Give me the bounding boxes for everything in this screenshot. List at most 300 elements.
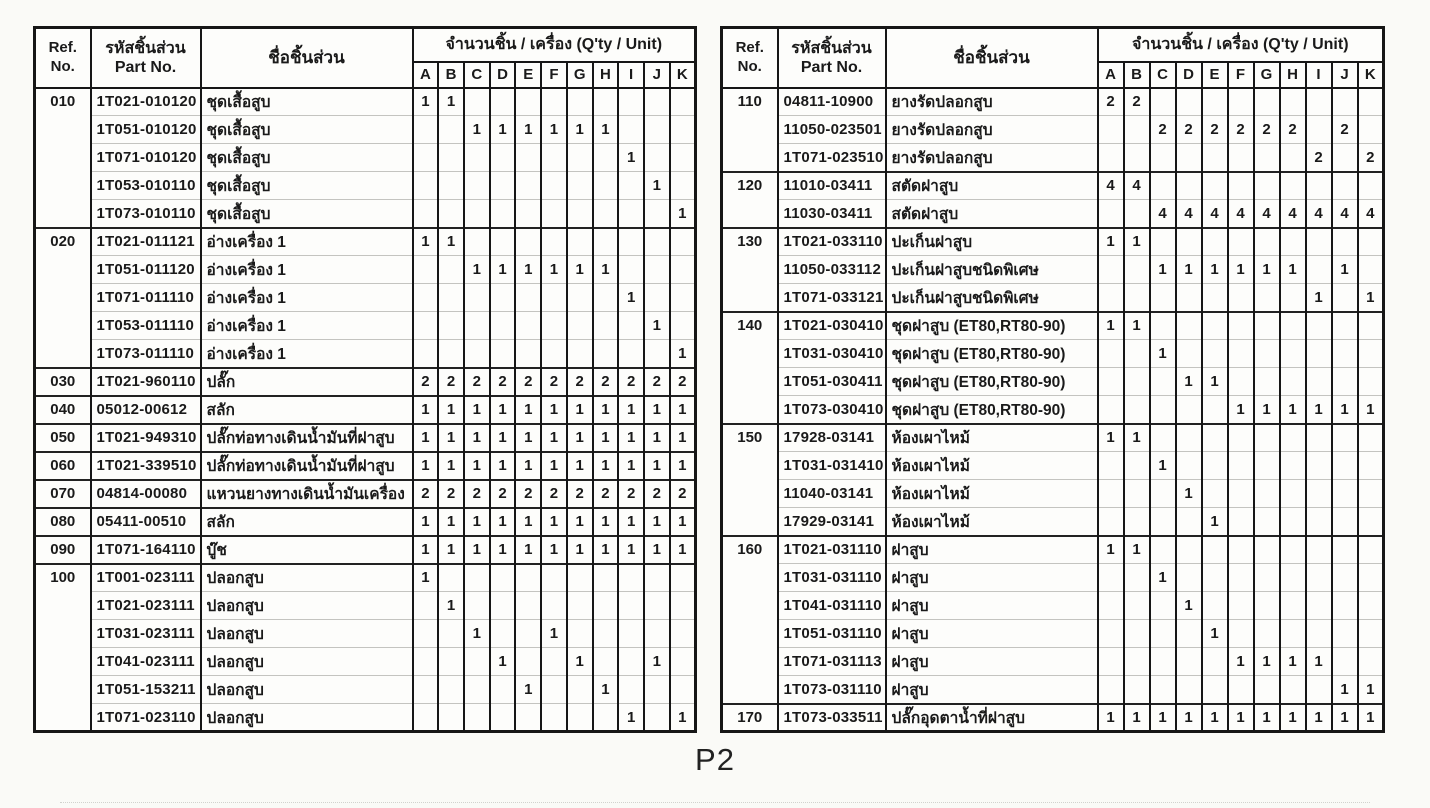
qty-cell [1176,508,1202,536]
qty-cell: 1 [438,228,464,256]
qty-cell: 2 [567,368,593,396]
qty-cell: 1 [593,116,619,144]
right-table-header [722,28,1384,88]
qty-cell [567,144,593,172]
table-row [35,424,696,452]
part-name-cell: แหวนยางทางเดินน้ำมันเครื่อง [201,480,413,508]
qty-cell [1280,676,1306,704]
qty-cell: 2 [438,480,464,508]
ref-no-cell: 080 [35,508,91,536]
ref-no-header [35,28,91,88]
qty-cell [567,284,593,312]
qty-cell [1228,284,1254,312]
qty-cell [1332,508,1358,536]
qty-cell [464,676,490,704]
qty-cell [1306,340,1332,368]
qty-cell [541,88,567,116]
qty-cell [1176,452,1202,480]
qty-cell [464,312,490,340]
qty-cell [1176,340,1202,368]
qty-cell: 1 [413,508,439,536]
qty-cell [618,564,644,592]
qty-cell [1228,228,1254,256]
qty-cell: 2 [515,480,541,508]
ref-no-cell [722,480,778,508]
ref-no-cell [722,452,778,480]
qty-cell [490,200,516,228]
qty-cell [1358,592,1384,620]
qty-cell [644,564,670,592]
qty-cell [413,200,439,228]
qty-cell: 1 [490,424,516,452]
qty-cell: 1 [1228,396,1254,424]
qty-cell [1150,480,1176,508]
qty-cell [1280,508,1306,536]
qty-cell: 2 [413,368,439,396]
table-row [35,648,696,676]
unit-column-header: E [1202,62,1228,88]
qty-cell [1306,368,1332,396]
table-row [35,312,696,340]
part-name-cell: ปลอกสูบ [201,704,413,732]
part-name-cell: บู๊ช [201,536,413,564]
qty-cell [1202,424,1228,452]
qty-cell [490,620,516,648]
ref-no-cell: 100 [35,564,91,592]
qty-cell [593,144,619,172]
table-row [722,508,1384,536]
table-row [35,200,696,228]
qty-cell: 1 [1332,704,1358,732]
qty-cell: 1 [1176,704,1202,732]
qty-cell [464,88,490,116]
qty-cell [670,312,696,340]
qty-cell [1332,648,1358,676]
qty-cell [1202,312,1228,340]
qty-cell: 1 [1228,704,1254,732]
qty-cell: 1 [1202,508,1228,536]
qty-cell [1332,368,1358,396]
qty-cell: 1 [593,396,619,424]
qty-cell: 1 [541,396,567,424]
qty-cell [541,704,567,732]
unit-column-header: H [593,62,619,88]
part-name-cell: ปลอกสูบ [201,592,413,620]
table-row [722,452,1384,480]
qty-cell [1124,452,1150,480]
qty-cell: 1 [1202,368,1228,396]
ref-header-line2: No. [50,57,75,75]
qty-cell [1150,536,1176,564]
ref-no-cell: 040 [35,396,91,424]
qty-cell [1358,648,1384,676]
qty-cell [670,284,696,312]
part-no-cell: 1T073-011110 [91,340,201,368]
qty-cell: 2 [1124,88,1150,116]
qty-cell [1124,676,1150,704]
part-name-cell: ชุดฝาสูบ (ET80,RT80-90) [886,340,1098,368]
ref-no-cell: 070 [35,480,91,508]
qty-cell [1124,284,1150,312]
table-row [35,228,696,256]
qty-cell [1176,284,1202,312]
ref-no-cell [35,340,91,368]
left-table-header [35,28,696,88]
table-row [722,368,1384,396]
qty-cell [567,200,593,228]
qty-cell: 1 [490,256,516,284]
qty-cell [1358,256,1384,284]
qty-cell [1202,452,1228,480]
qty-cell [1150,592,1176,620]
table-row [722,676,1384,704]
qty-cell [1150,396,1176,424]
qty-cell: 1 [413,424,439,452]
part-no-cell: 1T051-030411 [778,368,886,396]
qty-cell [1150,172,1176,200]
qty-cell [1150,284,1176,312]
table-row [722,396,1384,424]
qty-cell: 1 [644,312,670,340]
part-no-cell: 1T031-031410 [778,452,886,480]
ref-no-cell: 130 [722,228,778,256]
table-row [35,676,696,704]
qty-cell [1228,312,1254,340]
qty-cell [438,256,464,284]
qty-cell [670,256,696,284]
part-name-cell: ชุดเสื้อสูบ [201,172,413,200]
qty-cell: 2 [1228,116,1254,144]
qty-cell [490,312,516,340]
ref-header-line1: Ref. [735,39,764,56]
qty-cell [515,648,541,676]
ref-no-cell: 160 [722,536,778,564]
ref-no-cell [722,564,778,592]
qty-cell [1306,592,1332,620]
qty-cell: 1 [1124,228,1150,256]
qty-cell [644,340,670,368]
qty-cell: 1 [644,648,670,676]
qty-cell [1254,340,1280,368]
qty-cell [1280,88,1306,116]
qty-cell [1228,424,1254,452]
qty-cell: 2 [1176,116,1202,144]
qty-cell [644,256,670,284]
qty-cell [515,340,541,368]
qty-cell [644,228,670,256]
part-name-cell: ชุดฝาสูบ (ET80,RT80-90) [886,312,1098,340]
table-row [35,592,696,620]
unit-column-header: F [541,62,567,88]
qty-cell: 1 [438,592,464,620]
qty-cell: 1 [515,676,541,704]
qty-cell [1254,172,1280,200]
qty-cell [1124,508,1150,536]
qty-cell [1202,480,1228,508]
qty-cell: 1 [1098,312,1124,340]
ref-no-cell [35,592,91,620]
qty-cell [1228,620,1254,648]
qty-cell [1358,564,1384,592]
qty-cell [1228,536,1254,564]
qty-cell: 1 [670,200,696,228]
part-header-line2: Part No. [800,58,863,76]
qty-cell [1176,312,1202,340]
table-row [35,172,696,200]
part-no-cell: 1T021-030410 [778,312,886,340]
qty-cell [1332,536,1358,564]
qty-cell: 1 [567,648,593,676]
qty-cell: 1 [1150,564,1176,592]
ref-no-cell [35,620,91,648]
part-name-cell: ปลั๊กท่อทางเดินน้ำมันที่ฝาสูบ [201,424,413,452]
qty-cell: 1 [1254,256,1280,284]
qty-cell: 1 [618,396,644,424]
qty-cell: 1 [618,424,644,452]
ref-no-cell [35,312,91,340]
part-no-cell: 1T071-164110 [91,536,201,564]
qty-cell [490,704,516,732]
qty-cell: 1 [1280,256,1306,284]
qty-cell: 2 [541,368,567,396]
qty-cell [1176,536,1202,564]
qty-cell: 1 [1280,648,1306,676]
qty-cell: 1 [1254,396,1280,424]
page-number: P2 [695,742,735,777]
qty-cell [1358,452,1384,480]
qty-cell: 1 [413,88,439,116]
qty-cell [438,116,464,144]
qty-cell: 1 [670,396,696,424]
qty-cell [541,284,567,312]
qty-cell: 1 [490,536,516,564]
qty-cell [1280,228,1306,256]
part-name-cell: ยางรัดปลอกสูบ [886,116,1098,144]
qty-cell [1280,144,1306,172]
part-header-line1: รหัสชิ้นส่วน [791,39,872,57]
unit-column-header: K [670,62,696,88]
qty-cell: 1 [618,144,644,172]
ref-no-cell [722,340,778,368]
part-no-cell: 1T053-010110 [91,172,201,200]
qty-cell [1332,620,1358,648]
qty-cell [541,228,567,256]
qty-cell [1176,424,1202,452]
ref-no-cell [35,144,91,172]
qty-cell [1280,312,1306,340]
ref-no-cell [35,200,91,228]
qty-cell [1306,228,1332,256]
ref-no-cell [722,396,778,424]
qty-cell: 1 [1358,704,1384,732]
part-no-cell: 1T021-011121 [91,228,201,256]
ref-no-cell: 050 [35,424,91,452]
table-row [35,88,696,116]
ref-no-cell: 020 [35,228,91,256]
qty-cell: 1 [593,508,619,536]
qty-cell [490,172,516,200]
qty-cell: 2 [438,368,464,396]
qty-cell: 1 [1254,648,1280,676]
table-row [35,368,696,396]
qty-cell: 1 [490,648,516,676]
part-no-cell: 1T073-010110 [91,200,201,228]
qty-cell: 1 [464,620,490,648]
qty-cell: 1 [490,508,516,536]
qty-cell: 1 [1124,424,1150,452]
qty-cell: 1 [618,508,644,536]
qty-cell: 2 [541,480,567,508]
part-no-header [778,28,886,88]
qty-cell: 2 [1254,116,1280,144]
qty-cell: 2 [593,368,619,396]
qty-cell: 1 [1176,592,1202,620]
table-row [722,564,1384,592]
qty-cell: 1 [413,536,439,564]
qty-cell [1358,620,1384,648]
qty-cell: 1 [1228,648,1254,676]
qty-cell [593,620,619,648]
ref-no-cell [722,144,778,172]
qty-cell: 1 [593,676,619,704]
qty-cell [1176,172,1202,200]
table-row [35,256,696,284]
qty-cell [1124,340,1150,368]
qty-cell [1124,620,1150,648]
part-name-cell: ปะเก็นฝาสูบชนิดพิเศษ [886,256,1098,284]
qty-cell [1306,536,1332,564]
part-name-cell: ปลอกสูบ [201,620,413,648]
qty-cell [1358,172,1384,200]
qty-cell [413,592,439,620]
qty-cell: 1 [490,396,516,424]
qty-cell [644,116,670,144]
qty-cell [567,312,593,340]
ref-header-line1: Ref. [48,39,77,56]
qty-cell [1176,144,1202,172]
qty-cell: 1 [1098,536,1124,564]
qty-cell: 1 [567,452,593,480]
part-no-cell: 11010-03411 [778,172,886,200]
qty-cell [1306,424,1332,452]
ref-no-cell: 060 [35,452,91,480]
qty-cell [1280,452,1306,480]
qty-cell [438,340,464,368]
qty-cell: 1 [515,452,541,480]
part-name-header: ชื่อชิ้นส่วน [886,28,1098,88]
qty-cell: 1 [438,452,464,480]
right-parts-table [720,26,1385,733]
qty-cell: 1 [541,116,567,144]
qty-cell [567,620,593,648]
qty-cell [438,200,464,228]
qty-cell: 2 [464,480,490,508]
qty-cell [1098,592,1124,620]
qty-cell [438,564,464,592]
qty-cell [1358,340,1384,368]
qty-cell: 1 [541,424,567,452]
table-row [722,144,1384,172]
part-name-cell: ฝาสูบ [886,648,1098,676]
part-no-cell: 1T073-030410 [778,396,886,424]
table-row [722,256,1384,284]
qty-cell [413,620,439,648]
qty-cell [593,704,619,732]
qty-cell [670,116,696,144]
qty-cell [644,704,670,732]
qty-cell [515,228,541,256]
qty-cell: 1 [618,284,644,312]
qty-cell [567,228,593,256]
qty-cell [464,144,490,172]
qty-cell [644,200,670,228]
qty-cell: 4 [1176,200,1202,228]
qty-cell [1358,228,1384,256]
qty-cell [1332,564,1358,592]
qty-cell [618,620,644,648]
table-row [722,704,1384,732]
ref-no-cell [35,256,91,284]
part-no-cell: 1T021-033110 [778,228,886,256]
qty-cell: 1 [593,256,619,284]
part-name-cell: ห้องเผาไหม้ [886,480,1098,508]
qty-cell [1202,676,1228,704]
table-row [722,116,1384,144]
qty-cell: 1 [464,424,490,452]
qty-cell [1358,116,1384,144]
qty-cell [438,648,464,676]
qty-cell [464,200,490,228]
qty-cell [1124,648,1150,676]
part-name-cell: สตัดฝาสูบ [886,200,1098,228]
table-row [35,116,696,144]
part-name-cell: ฝาสูบ [886,676,1098,704]
qty-cell [1228,480,1254,508]
qty-cell [490,592,516,620]
qty-cell [644,676,670,704]
qty-cell [1358,536,1384,564]
qty-cell: 4 [1306,200,1332,228]
qty-cell [1306,676,1332,704]
table-row [35,620,696,648]
part-name-cell: ปลอกสูบ [201,676,413,704]
scan-artifact-line [60,802,1370,803]
qty-cell [618,676,644,704]
qty-cell [1176,676,1202,704]
qty-cell [1098,116,1124,144]
unit-column-header: A [1098,62,1124,88]
qty-cell [644,592,670,620]
qty-cell [1254,564,1280,592]
table-row [722,648,1384,676]
qty-cell [1254,424,1280,452]
part-no-cell: 1T031-030410 [778,340,886,368]
qty-cell [1254,452,1280,480]
qty-cell [1202,228,1228,256]
qty-per-unit-header: จำนวนชิ้น / เครื่อง (Q'ty / Unit) [1098,28,1384,62]
qty-cell [1254,284,1280,312]
table-row [722,592,1384,620]
qty-cell [1098,452,1124,480]
qty-cell: 1 [464,256,490,284]
qty-cell [1332,88,1358,116]
qty-cell [1358,88,1384,116]
unit-column-header: E [515,62,541,88]
qty-cell: 1 [1098,704,1124,732]
part-no-cell: 1T071-023110 [91,704,201,732]
part-name-cell: ยางรัดปลอกสูบ [886,144,1098,172]
qty-cell [515,144,541,172]
